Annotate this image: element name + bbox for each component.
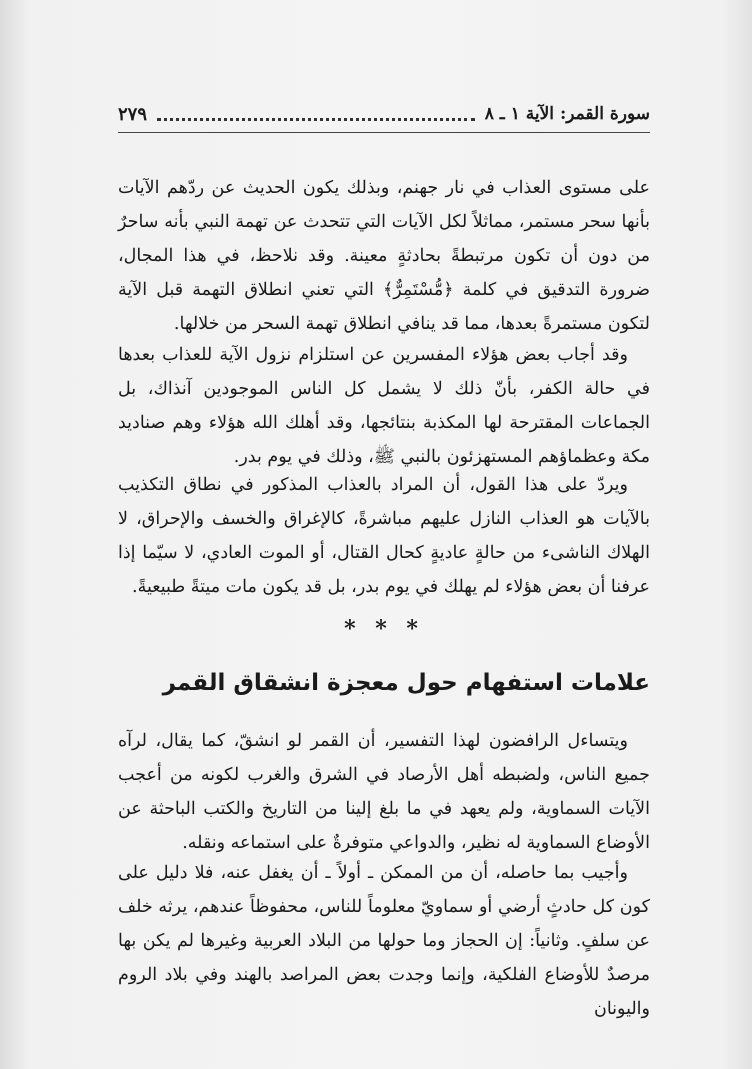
- paragraph-2: [118, 338, 650, 474]
- section-heading: علامات استفهام حول معجزة انشقاق القمر: [162, 670, 650, 696]
- paragraph-text: ويردّ على هذا القول، أن المراد بالعذاب المذكور في نطاق التكذيب بالآيات هو العذاب النازل عليهم مباشرةً، كالإغراق والخسف والإحراق، لا الهلاك الناشىء من حالةٍ عاديةٍ كحال القتال، أو الموت العادي، لا سيّما إذا عرفنا أن بعض هؤلاء لم يهلك في يوم بدر، بل قد يكون مات ميتةً طبيعيةً.: [118, 475, 650, 597]
- running-header: [118, 96, 650, 133]
- paragraph-text: وأجيب بما حاصله، أن من الممكن ـ أولاً ـ أن يغفل عنه، فلا دليل على كون كل حادثٍ أرضي أو سماويّ معلوماً للناس، محفوظاً عندهم، يرثه خلف عن سلفٍ. وثانياً: إن الحجاز وما حولها من البلاد العربية وغيرها لم يكن بها مرصدٌ للأوضاع الفلكية، وإنما وجدت بعض المراصد بالهند وفي بلاد الروم واليونان: [118, 863, 650, 1019]
- header-title: سورة القمر: الآية ١ ـ ٨: [484, 104, 650, 124]
- paragraph-text: ويتساءل الرافضون لهذا التفسير، أن القمر لو انشقّ، كما يقال، لرآه جميع الناس، ولضبطه أهل الأرصاد في الشرق والغرب لكونه من أعجب الآيات السماوية، ولم يعهد في ما بلغ إلينا من التاريخ والكتب الباحثة عن الأوضاع السماوية له نظير، والدواعي متوفرةٌ على استماعه ونقله.: [118, 731, 650, 853]
- header-dotted-leader: [157, 114, 475, 121]
- paragraph-4: [118, 724, 650, 860]
- page-number: ٢٧٩: [118, 103, 148, 125]
- paragraph-3: [118, 468, 650, 604]
- section-separator: * * *: [344, 616, 424, 642]
- paragraph-text: على مستوى العذاب في نار جهنم، وبذلك يكون الحديث عن ردّهم الآيات بأنها سحر مستمر، مماثلاً لكل الآيات التي تتحدث عن تهمة النبي بأنه ساحرٌ من دون أن تكون مرتبطةً بحادثةٍ معينة. وقد نلاحظ، في هذا المجال، ضرورة التدقيق في كلمة ﴿مُّسْتَمِرٌّ﴾ التي تعني انطلاق التهمة قبل الآية لتكون مستمرةً بعدها، مما قد ينافي انطلاق تهمة السحر من خلالها.: [118, 178, 650, 334]
- paragraph-5: [118, 856, 650, 1026]
- paragraph-text: وقد أجاب بعض هؤلاء المفسرين عن استلزام نزول الآية للعذاب بعدها في حالة الكفر، بأنّ ذلك لا يشمل كل الناس الموجودين آنذاك، بل الجماعات المقترحة لها المكذبة بنتائجها، وقد أهلك الله هؤلاء وهم صناديد مكة وعظماؤهم المستهزئون بالنبي ﷺ، وذلك في يوم بدر.: [118, 345, 650, 467]
- paragraph-1: [118, 171, 650, 341]
